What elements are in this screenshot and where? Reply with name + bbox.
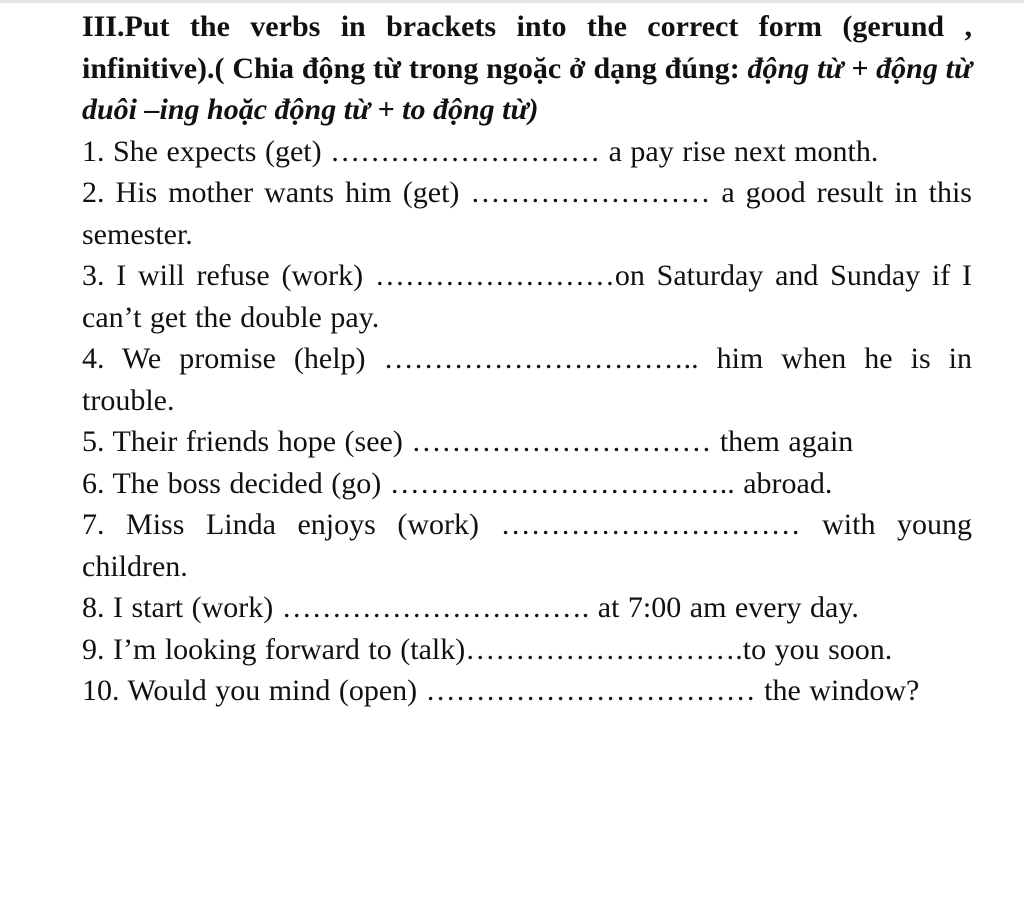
question-6	[82, 463, 972, 505]
question-8-after: at 7:00 am every day.	[589, 591, 859, 624]
worksheet-content	[82, 6, 972, 712]
question-7-blank: …………………………	[500, 508, 801, 541]
question-4-text: 4. We promise (help)	[82, 342, 384, 375]
question-10-blank: ……………………………	[425, 674, 756, 707]
question-1	[82, 131, 972, 173]
question-3	[82, 255, 972, 338]
question-1-blank: ………………………	[330, 134, 601, 168]
question-10-text: 10. Would you mind (open)	[82, 674, 426, 707]
question-7	[82, 504, 972, 587]
question-2-text: 2. His mother wants him (get)	[82, 176, 471, 209]
question-5-blank: …………………………	[411, 425, 712, 458]
question-3-blank: ……………………	[374, 259, 615, 292]
question-9-after: to you soon.	[742, 632, 893, 666]
question-7-after: with young children.	[82, 508, 973, 583]
question-10	[82, 670, 972, 712]
question-4-blank: …………………………..	[383, 342, 699, 375]
question-8-blank: ………………………….	[281, 591, 590, 624]
question-3-text: 3. I will refuse (work)	[82, 259, 375, 292]
question-6-blank: ……………………………..	[389, 466, 735, 500]
question-3-after: on Saturday and Sunday if I can’t get the double pay.	[82, 259, 972, 334]
question-2-after: a good result in this semester.	[82, 176, 972, 251]
question-5-text: 5. Their friends hope (see)	[82, 425, 412, 458]
question-9	[82, 629, 972, 671]
question-2	[82, 172, 972, 255]
question-1-text: 1. She expects (get)	[82, 134, 331, 168]
question-2-blank: ……………………	[470, 176, 711, 209]
heading-bold-italic-text: động từ + động từ duôi –ing hoặc động từ + to động từ)	[82, 51, 972, 126]
question-8-text: 8. I start (work)	[82, 591, 282, 624]
question-6-after: abroad.	[734, 466, 833, 500]
question-8	[82, 587, 972, 629]
question-7-text: 7. Miss Linda enjoys (work)	[82, 508, 501, 541]
question-4-after: him when he is in trouble.	[82, 342, 973, 417]
heading-bold-text: III.Put the verbs in brackets into the correct form (gerund , infinitive).( Chia động từ trong ngoặc ở dạng đúng:	[82, 10, 972, 85]
question-4	[82, 338, 972, 421]
question-5	[82, 421, 972, 463]
question-5-after: them again	[711, 425, 854, 458]
question-6-text: 6. The boss decided (go)	[82, 466, 390, 500]
question-1-after: a pay rise next month.	[600, 134, 879, 168]
question-9-blank: ……………………….	[465, 632, 743, 666]
exercise-heading	[82, 6, 972, 131]
top-edge-divider	[0, 0, 1024, 3]
question-10-after: the window?	[755, 674, 920, 707]
question-9-text: 9. I’m looking forward to (talk)	[82, 632, 466, 666]
